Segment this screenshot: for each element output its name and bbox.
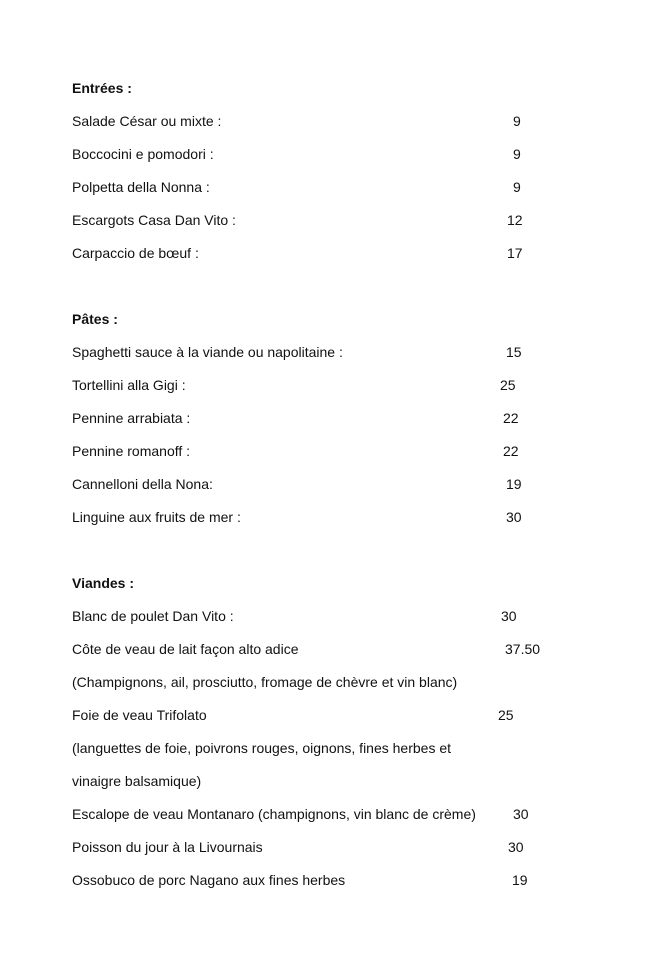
item-price: 22 [503, 410, 519, 426]
menu-item [72, 243, 632, 276]
item-name: Escargots Casa Dan Vito : [72, 212, 236, 228]
item-name: Linguine aux fruits de mer : [72, 509, 241, 525]
menu-item [72, 375, 632, 408]
menu-item [72, 705, 632, 738]
menu-item [72, 870, 632, 903]
spacer [72, 276, 632, 309]
item-price: 17 [507, 245, 523, 261]
item-name: Pennine romanoff : [72, 443, 191, 459]
item-price: 25 [500, 377, 516, 393]
item-price: 12 [507, 212, 523, 228]
item-price: 15 [506, 344, 522, 360]
item-name: Côte de veau de lait façon alto adice [72, 641, 299, 657]
item-price: 30 [506, 509, 522, 525]
item-price: 19 [512, 872, 528, 888]
item-price: 19 [506, 476, 522, 492]
item-price: 9 [513, 113, 521, 129]
item-price: 9 [513, 179, 521, 195]
item-description: (Champignons, ail, prosciutto, fromage de chèvre et vin blanc) [72, 674, 458, 690]
section-title-entrees: Entrées : [72, 80, 132, 96]
menu-item [72, 342, 632, 375]
item-price: 30 [513, 806, 529, 822]
item-description: (languettes de foie, poivrons rouges, oignons, fines herbes et [72, 740, 452, 756]
section-title-pates: Pâtes : [72, 311, 118, 327]
item-price: 30 [508, 839, 524, 855]
item-name: Spaghetti sauce à la viande ou napolitaine : [72, 344, 343, 360]
menu-item [72, 210, 632, 243]
item-name: Poisson du jour à la Livournais [72, 839, 263, 855]
menu-item [72, 474, 632, 507]
item-name: Polpetta della Nonna : [72, 179, 210, 195]
menu-item [72, 639, 632, 672]
item-name: Foie de veau Trifolato [72, 707, 207, 723]
menu-item [72, 804, 632, 837]
menu-item [72, 837, 632, 870]
item-price: 25 [498, 707, 514, 723]
item-name: Cannelloni della Nona: [72, 476, 213, 492]
section-title-viandes: Viandes : [72, 575, 134, 591]
menu-item [72, 408, 632, 441]
menu [72, 78, 632, 903]
item-name: Blanc de poulet Dan Vito : [72, 608, 234, 624]
menu-item [72, 606, 632, 639]
menu-item [72, 144, 632, 177]
item-name: Salade César ou mixte : [72, 113, 222, 129]
item-price: 9 [513, 146, 521, 162]
item-name: Carpaccio de bœuf : [72, 245, 199, 261]
item-name: Pennine arrabiata : [72, 410, 191, 426]
item-name: Boccocini e pomodori : [72, 146, 214, 162]
menu-item [72, 177, 632, 210]
menu-item [72, 111, 632, 144]
item-description: vinaigre balsamique) [72, 773, 202, 789]
item-price: 30 [501, 608, 517, 624]
menu-item [72, 441, 632, 474]
item-price: 22 [503, 443, 519, 459]
spacer [72, 540, 632, 573]
item-price: 37.50 [505, 641, 541, 657]
item-name: Escalope de veau Montanaro (champignons, vin blanc de crème) [72, 806, 476, 822]
item-name: Tortellini alla Gigi : [72, 377, 186, 393]
menu-item [72, 507, 632, 540]
item-name: Ossobuco de porc Nagano aux fines herbes [72, 872, 346, 888]
